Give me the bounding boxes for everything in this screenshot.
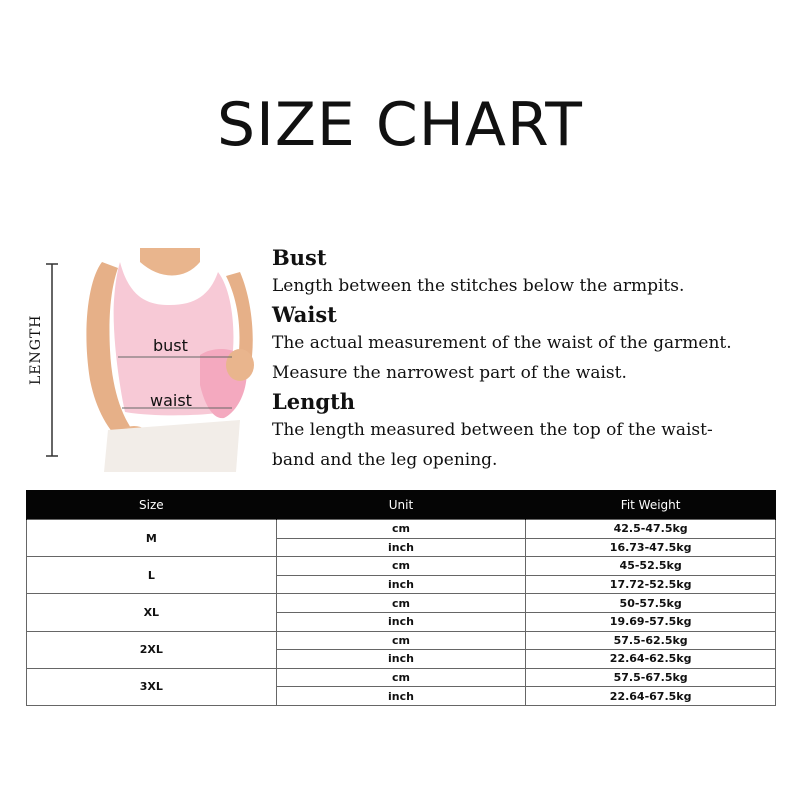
- measurement-definition: band and the leg opening.: [272, 450, 498, 470]
- neck: [140, 248, 200, 276]
- fit-cell: 22.64-67.5kg: [526, 687, 776, 706]
- measurement-definition: The actual measurement of the waist of the garment.: [272, 333, 732, 353]
- measurement-term: Bust: [272, 245, 327, 270]
- fit-cell: 57.5-62.5kg: [526, 631, 776, 650]
- size-cell: XL: [27, 594, 277, 631]
- table-row: [27, 631, 776, 650]
- unit-cell: cm: [276, 631, 526, 650]
- measurement-definition: Length between the stitches below the armpits.: [272, 276, 685, 296]
- table-header-row: [27, 490, 776, 520]
- size-table: [26, 490, 776, 706]
- fit-cell: 50-57.5kg: [526, 594, 776, 613]
- fit-cell: 17.72-52.5kg: [526, 575, 776, 594]
- fit-cell: 42.5-47.5kg: [526, 520, 776, 539]
- page-title: SIZE CHART: [217, 90, 583, 160]
- fit-cell: 45-52.5kg: [526, 557, 776, 576]
- size-cell: 2XL: [27, 631, 277, 668]
- right-hand: [226, 349, 254, 381]
- table-row: [27, 594, 776, 613]
- unit-cell: inch: [276, 650, 526, 669]
- measurement-waist: [272, 301, 792, 388]
- unit-cell: cm: [276, 557, 526, 576]
- size-cell: 3XL: [27, 668, 277, 705]
- unit-cell: cm: [276, 520, 526, 539]
- table-row: [27, 520, 776, 539]
- size-table-container: [26, 490, 776, 706]
- length-label: LENGTH: [28, 314, 44, 385]
- waist-label: waist: [150, 391, 192, 410]
- unit-cell: inch: [276, 612, 526, 631]
- measurement-length: [272, 388, 792, 475]
- fit-cell: 57.5-67.5kg: [526, 668, 776, 687]
- fit-cell: 16.73-47.5kg: [526, 538, 776, 557]
- measurement-definition: The length measured between the top of the waist-: [272, 420, 713, 440]
- fit-cell: 19.69-57.5kg: [526, 612, 776, 631]
- unit-cell: inch: [276, 538, 526, 557]
- measurement-descriptions: [272, 244, 792, 475]
- measurement-term: Waist: [272, 302, 337, 327]
- unit-cell: inch: [276, 575, 526, 594]
- header-fit-weight: Fit Weight: [526, 490, 776, 520]
- unit-cell: inch: [276, 687, 526, 706]
- fit-cell: 22.64-62.5kg: [526, 650, 776, 669]
- measurement-bust: [272, 244, 792, 301]
- size-cell: M: [27, 520, 277, 557]
- table-row: [27, 557, 776, 576]
- unit-cell: cm: [276, 594, 526, 613]
- table-row: [27, 668, 776, 687]
- unit-cell: cm: [276, 668, 526, 687]
- size-cell: L: [27, 557, 277, 594]
- bust-label: bust: [153, 336, 188, 355]
- measurement-term: Length: [272, 389, 356, 414]
- header-unit: Unit: [276, 490, 526, 520]
- header-size: Size: [27, 490, 277, 520]
- measurement-definition: Measure the narrowest part of the waist.: [272, 363, 627, 383]
